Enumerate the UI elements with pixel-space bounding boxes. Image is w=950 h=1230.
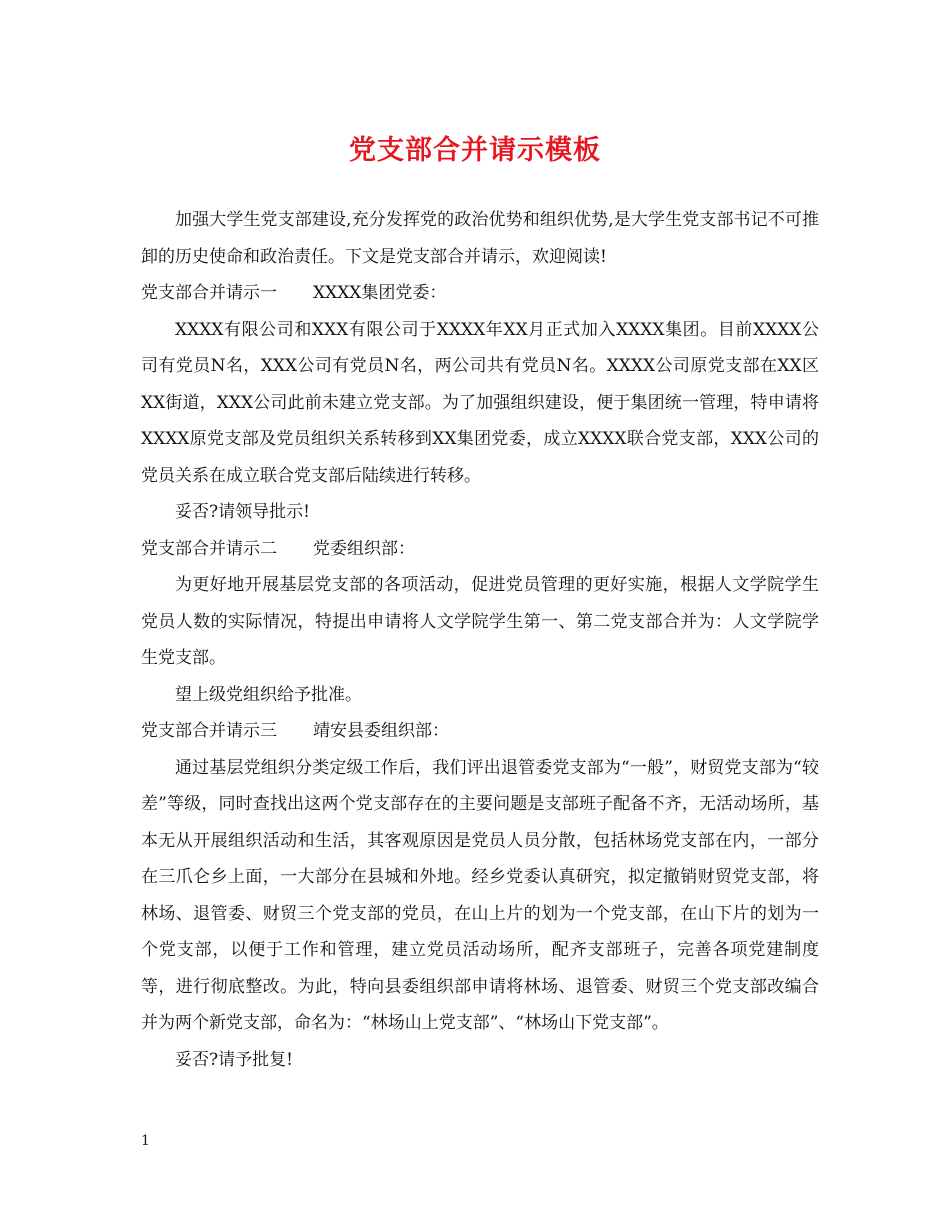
section-heading-3 <box>141 713 819 750</box>
section-addressee: XXXX集团党委： <box>313 283 447 303</box>
section-addressee: 党委组织部： <box>313 538 415 559</box>
section-heading-1 <box>141 275 819 312</box>
intro-paragraph: 加强大学生党支部建设,充分发挥党的政治优势和组织优势,是大学生党支部书记不可推卸的历史使命和政治责任。下文是党支部合并请示，欢迎阅读! <box>141 210 819 267</box>
section-1-paragraph: XXXX有限公司和XXX有限公司于XXXX年XX月正式加入XXXX集团。目前XXXX公司有党员N名，XXX公司有党员N名，两公司共有党员N名。XXXX公司原党支部在XX区XX街道，XXX公司此前未建立党支部。为了加强组织建设，便于集团统一管理，特申请将XXXX原党支部及党员组织关系转移到XX集团党委，成立XXXX联合党支部，XXX公司的党员关系在成立联合党支部后陆续进行转移。 <box>141 319 819 486</box>
section-3-paragraph: 通过基层党组织分类定级工作后，我们评出退管委党支部为“一般”，财贸党支部为“较差”等级，同时查找出这两个党支部存在的主要问题是支部班子配备不齐，无活动场所，基本无从开展组织活动和生活，其客观原因是党员人员分散，包括林场党支部在内，一部分在三爪仑乡上面，一大部分在县城和外地。经乡党委认真研究，拟定撤销财贸党支部，将林场、退管委、财贸三个党支部的党员，在山上片的划为一个党支部，在山下片的划为一个党支部，以便于工作和管理，建立党员活动场所，配齐支部班子，完善各项党建制度等，进行彻底整改。为此，特向县委组织部申请将林场、退管委、财贸三个党支部改编合并为两个新党支部，命名为：“林场山上党支部”、“林场山下党支部”。 <box>141 757 819 1033</box>
section-1-closing: 妥否?请领导批示! <box>175 502 310 522</box>
section-title: 党支部合并请示二 <box>141 538 277 559</box>
section-2-closing: 望上级党组织给予批准。 <box>175 684 362 705</box>
section-title: 党支部合并请示三 <box>141 721 277 741</box>
section-2-paragraph: 为更好地开展基层党支部的各项活动，促进党员管理的更好实施，根据人文学院学生党员人数的实际情况，特提出申请将人文学院学生第一、第二党支部合并为：人文学院学生党支部。 <box>141 575 819 668</box>
section-heading-2 <box>141 531 819 568</box>
document-title: 党支部合并请示模板 <box>349 135 601 166</box>
section-3-closing: 妥否?请予批复! <box>175 1049 293 1070</box>
section-addressee: 靖安县委组织部： <box>313 721 449 741</box>
section-title: 党支部合并请示一 <box>141 283 277 303</box>
document-body <box>141 202 819 1078</box>
page-number: 1 <box>141 1133 150 1149</box>
